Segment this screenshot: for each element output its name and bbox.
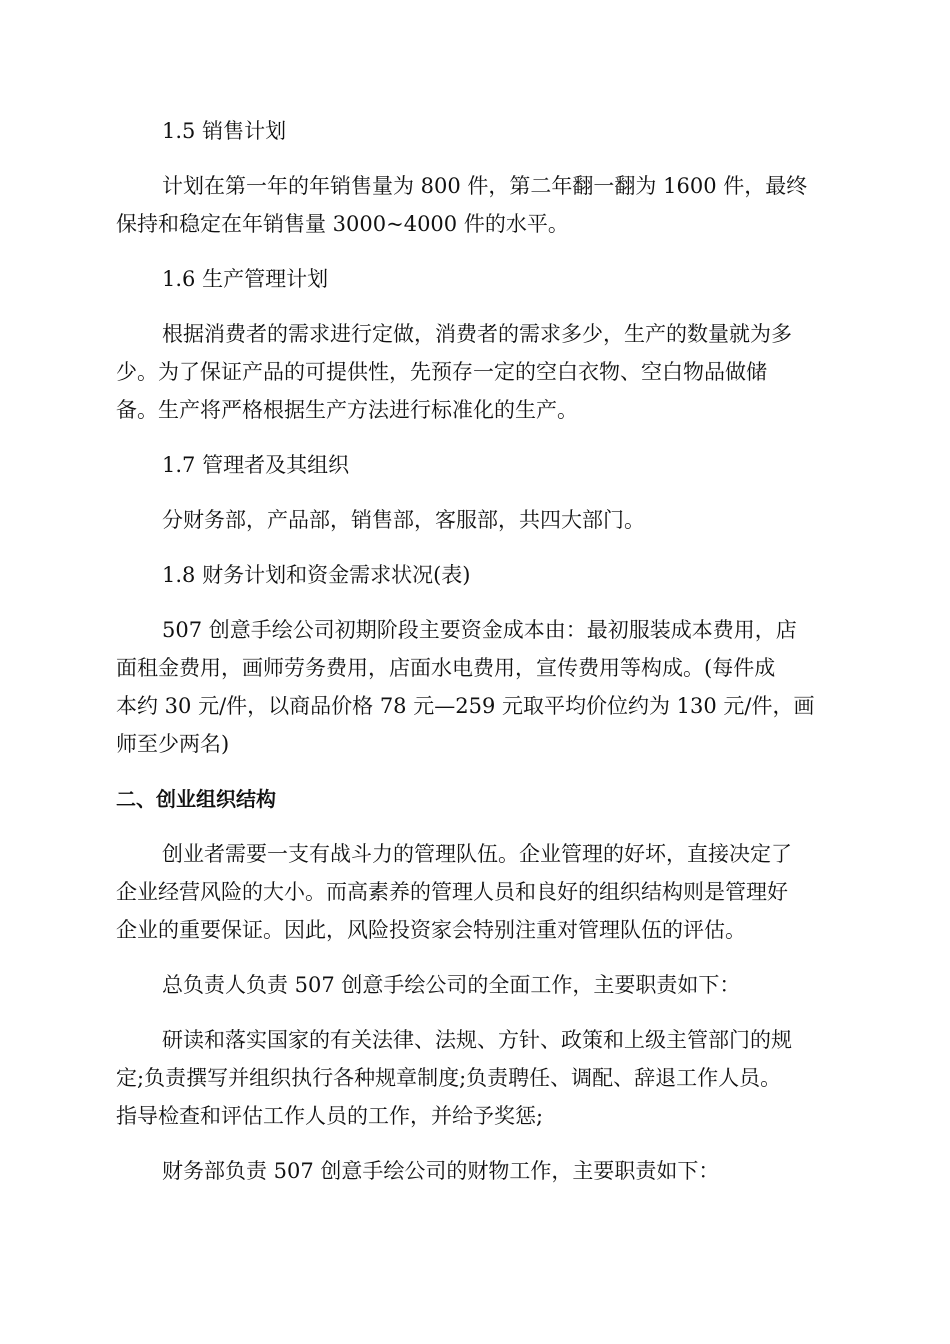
- paragraph-line: 本约 30 元/件，以商品价格 78 元—259 元取平均价位约为 130 元/件，画: [116, 694, 815, 718]
- paragraph-line: 师至少两名): [116, 732, 230, 756]
- paragraph-line: 保持和稳定在年销售量 3000~4000 件的水平。: [116, 212, 569, 236]
- paragraph-line: 企业的重要保证。因此，风险投资家会特别注重对管理队伍的评估。: [116, 918, 746, 942]
- paragraph-line: 分财务部，产品部，销售部，客服部，共四大部门。: [162, 508, 645, 532]
- paragraph-line: 备。生产将严格根据生产方法进行标准化的生产。: [116, 398, 578, 422]
- paragraph-line: 指导检查和评估工作人员的工作，并给予奖惩;: [116, 1104, 544, 1128]
- paragraph-line: 面租金费用，画师劳务费用，店面水电费用，宣传费用等构成。(每件成: [116, 656, 776, 680]
- section-heading-1-8: 1.8 财务计划和资金需求状况(表): [162, 563, 471, 587]
- paragraph-line: 企业经营风险的大小。而高素养的管理人员和良好的组织结构则是管理好: [116, 880, 788, 904]
- paragraph-line: 创业者需要一支有战斗力的管理队伍。企业管理的好坏，直接决定了: [162, 842, 792, 866]
- chapter-heading-2: 二、创业组织结构: [116, 787, 276, 811]
- section-heading-1-7: 1.7 管理者及其组织: [162, 453, 350, 477]
- paragraph-line: 财务部负责 507 创意手绘公司的财物工作，主要职责如下：: [162, 1159, 720, 1183]
- paragraph-line: 定;负责撰写并组织执行各种规章制度;负责聘任、调配、辞退工作人员。: [116, 1066, 782, 1090]
- paragraph-line: 根据消费者的需求进行定做，消费者的需求多少，生产的数量就为多: [162, 322, 792, 346]
- paragraph-line: 少。为了保证产品的可提供性，先预存一定的空白衣物、空白物品做储: [116, 360, 767, 384]
- paragraph-line: 研读和落实国家的有关法律、法规、方针、政策和上级主管部门的规: [162, 1028, 792, 1052]
- paragraph-line: 计划在第一年的年销售量为 800 件，第二年翻一翻为 1600 件，最终: [162, 174, 808, 198]
- section-heading-1-5: 1.5 销售计划: [162, 119, 287, 143]
- document-page: [116, 112, 836, 1190]
- section-heading-1-6: 1.6 生产管理计划: [162, 267, 329, 291]
- paragraph-line: 总负责人负责 507 创意手绘公司的全面工作，主要职责如下：: [162, 973, 741, 997]
- paragraph-line: 507 创意手绘公司初期阶段主要资金成本由：最初服装成本费用，店: [162, 618, 797, 642]
